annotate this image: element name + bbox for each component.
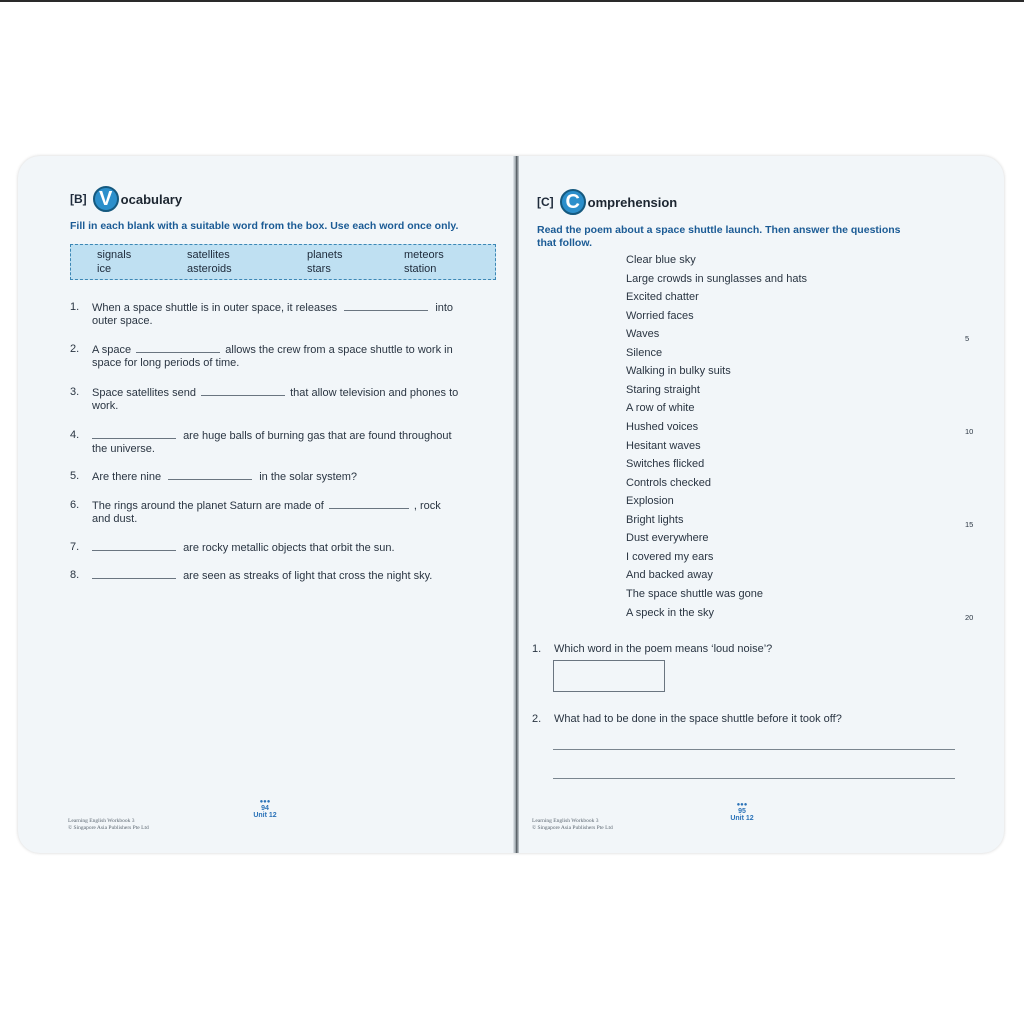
word: signals	[97, 249, 132, 261]
word: asteroids	[187, 263, 232, 275]
question-text-part: , rock	[413, 500, 441, 512]
question-number: 5.	[70, 470, 80, 482]
question-text-part: are rocky metallic objects that orbit the sun.	[183, 542, 395, 554]
poem-line: Hushed voices	[626, 421, 699, 433]
unit-marker	[727, 802, 757, 822]
answer-blank[interactable]	[92, 568, 176, 579]
answer-box[interactable]	[553, 660, 665, 692]
poem-line-number: 10	[965, 427, 974, 436]
question-text-line2: outer space.	[92, 315, 153, 327]
answer-line[interactable]	[553, 778, 955, 779]
answer-blank[interactable]	[92, 428, 176, 439]
poem-line: Waves	[626, 328, 660, 340]
unit-marker	[250, 799, 280, 819]
question-text-part: A space	[92, 344, 132, 356]
vocabulary-heading	[70, 186, 182, 212]
poem-line: Worried faces	[626, 310, 694, 322]
poem-line-number: 5	[965, 334, 970, 343]
question-text-part: into	[435, 302, 454, 314]
footer-copyright: © Singapore Asia Publishers Pte Ltd	[532, 825, 613, 831]
question-number: 7.	[70, 541, 80, 553]
question-text	[92, 540, 395, 555]
section-letter: [B]	[70, 192, 87, 206]
instruction-line: that follow.	[537, 237, 593, 249]
answer-blank[interactable]	[329, 498, 409, 509]
instruction: Fill in each blank with a suitable word from the box. Use each word once only.	[70, 220, 459, 232]
poem-line: Switches flicked	[626, 458, 705, 470]
poem-line: A row of white	[626, 402, 695, 414]
answer-blank[interactable]	[92, 540, 176, 551]
poem-line: Hesitant waves	[626, 440, 701, 452]
word: planets	[307, 249, 343, 261]
instruction-line: Read the poem about a space shuttle launch. Then answer the questions	[537, 224, 901, 236]
question-number: 2.	[70, 343, 80, 355]
poem-line: I covered my ears	[626, 551, 714, 563]
question-text-line2: space for long periods of time.	[92, 357, 240, 369]
question-number: 2.	[532, 713, 542, 725]
poem-line: Walking in bulky suits	[626, 365, 731, 377]
word: satellites	[187, 249, 230, 261]
question-text: Which word in the poem means ‘loud noise’?	[554, 643, 773, 655]
answer-blank[interactable]	[344, 300, 428, 311]
footer-book-title: Learning English Workbook 3	[68, 818, 135, 824]
question-text	[92, 568, 432, 583]
question-text-line2: and dust.	[92, 513, 138, 525]
answer-blank[interactable]	[201, 385, 285, 396]
answer-blank[interactable]	[168, 469, 252, 480]
question-1	[70, 300, 496, 330]
question-4	[70, 428, 496, 458]
dots-icon: ●●●	[736, 802, 748, 808]
question-number: 1.	[70, 301, 80, 313]
poem-line: Explosion	[626, 495, 674, 507]
question-7	[70, 540, 496, 556]
question-number: 6.	[70, 499, 80, 511]
word: stars	[307, 263, 331, 275]
comprehension-question-1	[532, 642, 972, 658]
word: ice	[97, 263, 112, 275]
left-page	[18, 156, 515, 853]
poem-line: Controls checked	[626, 477, 711, 489]
question-2	[70, 342, 496, 372]
open-workbook	[18, 156, 1004, 853]
question-text	[92, 498, 441, 513]
footer-reference	[532, 818, 613, 832]
question-text-part: are seen as streaks of light that cross the night sky.	[183, 570, 433, 582]
section-letter: [C]	[537, 195, 554, 209]
question-text-part: Are there nine	[92, 471, 162, 483]
section-badge-icon: C	[560, 189, 586, 215]
question-text	[92, 428, 452, 443]
instruction	[537, 224, 901, 250]
footer-copyright: © Singapore Asia Publishers Pte Ltd	[68, 825, 149, 831]
question-number: 8.	[70, 569, 80, 581]
question-text-part: are huge balls of burning gas that are found throughout	[183, 430, 452, 442]
section-title: omprehension	[587, 194, 678, 210]
question-number: 1.	[532, 643, 542, 655]
top-border	[0, 0, 1024, 2]
question-number: 3.	[70, 386, 80, 398]
word: station	[404, 263, 437, 275]
question-text	[92, 342, 453, 357]
footer-book-title: Learning English Workbook 3	[532, 818, 599, 824]
comprehension-heading	[537, 189, 677, 215]
poem-line: Clear blue sky	[626, 254, 696, 266]
poem-line: And backed away	[626, 569, 713, 581]
poem-line: Excited chatter	[626, 291, 699, 303]
poem-line: Bright lights	[626, 514, 684, 526]
right-page	[518, 156, 1004, 853]
answer-line[interactable]	[553, 749, 955, 750]
poem-line: The space shuttle was gone	[626, 588, 763, 600]
dots-icon: ●●●	[259, 799, 271, 805]
poem-line: A speck in the sky	[626, 607, 715, 619]
poem-line-number: 20	[965, 613, 974, 622]
question-8	[70, 568, 496, 584]
question-3	[70, 385, 496, 415]
question-text-part: in the solar system?	[259, 471, 358, 483]
comprehension-question-2	[532, 712, 972, 728]
poem-line: Large crowds in sunglasses and hats	[626, 273, 807, 285]
section-badge-icon: V	[93, 186, 119, 212]
question-text-part: that allow television and phones to	[290, 387, 459, 399]
section-title: ocabulary	[120, 191, 183, 207]
question-text-line2: the universe.	[92, 443, 155, 455]
question-text	[92, 469, 357, 484]
page-number: 94	[261, 805, 269, 812]
unit-label: Unit 12	[253, 812, 277, 819]
poem-line: Dust everywhere	[626, 532, 709, 544]
poem-line: Silence	[626, 347, 663, 359]
footer-reference	[68, 818, 149, 832]
question-text	[92, 385, 458, 400]
answer-blank[interactable]	[136, 342, 220, 353]
word: meteors	[404, 249, 444, 261]
question-6	[70, 498, 496, 528]
unit-label: Unit 12	[730, 815, 754, 822]
question-text	[92, 300, 453, 315]
question-number: 4.	[70, 429, 80, 441]
poem-line-number: 15	[965, 520, 974, 529]
question-text: What had to be done in the space shuttle before it took off?	[554, 713, 842, 725]
question-text-part: allows the crew from a space shuttle to work in	[225, 344, 453, 356]
question-text-part: Space satellites send	[92, 387, 196, 399]
question-text-line2: work.	[92, 400, 119, 412]
question-text-part: The rings around the planet Saturn are made of	[92, 500, 324, 512]
question-text-part: When a space shuttle is in outer space, it releases	[92, 302, 338, 314]
question-5	[70, 469, 496, 485]
word-box	[70, 244, 496, 280]
poem-line: Staring straight	[626, 384, 700, 396]
page-number: 95	[738, 808, 746, 815]
